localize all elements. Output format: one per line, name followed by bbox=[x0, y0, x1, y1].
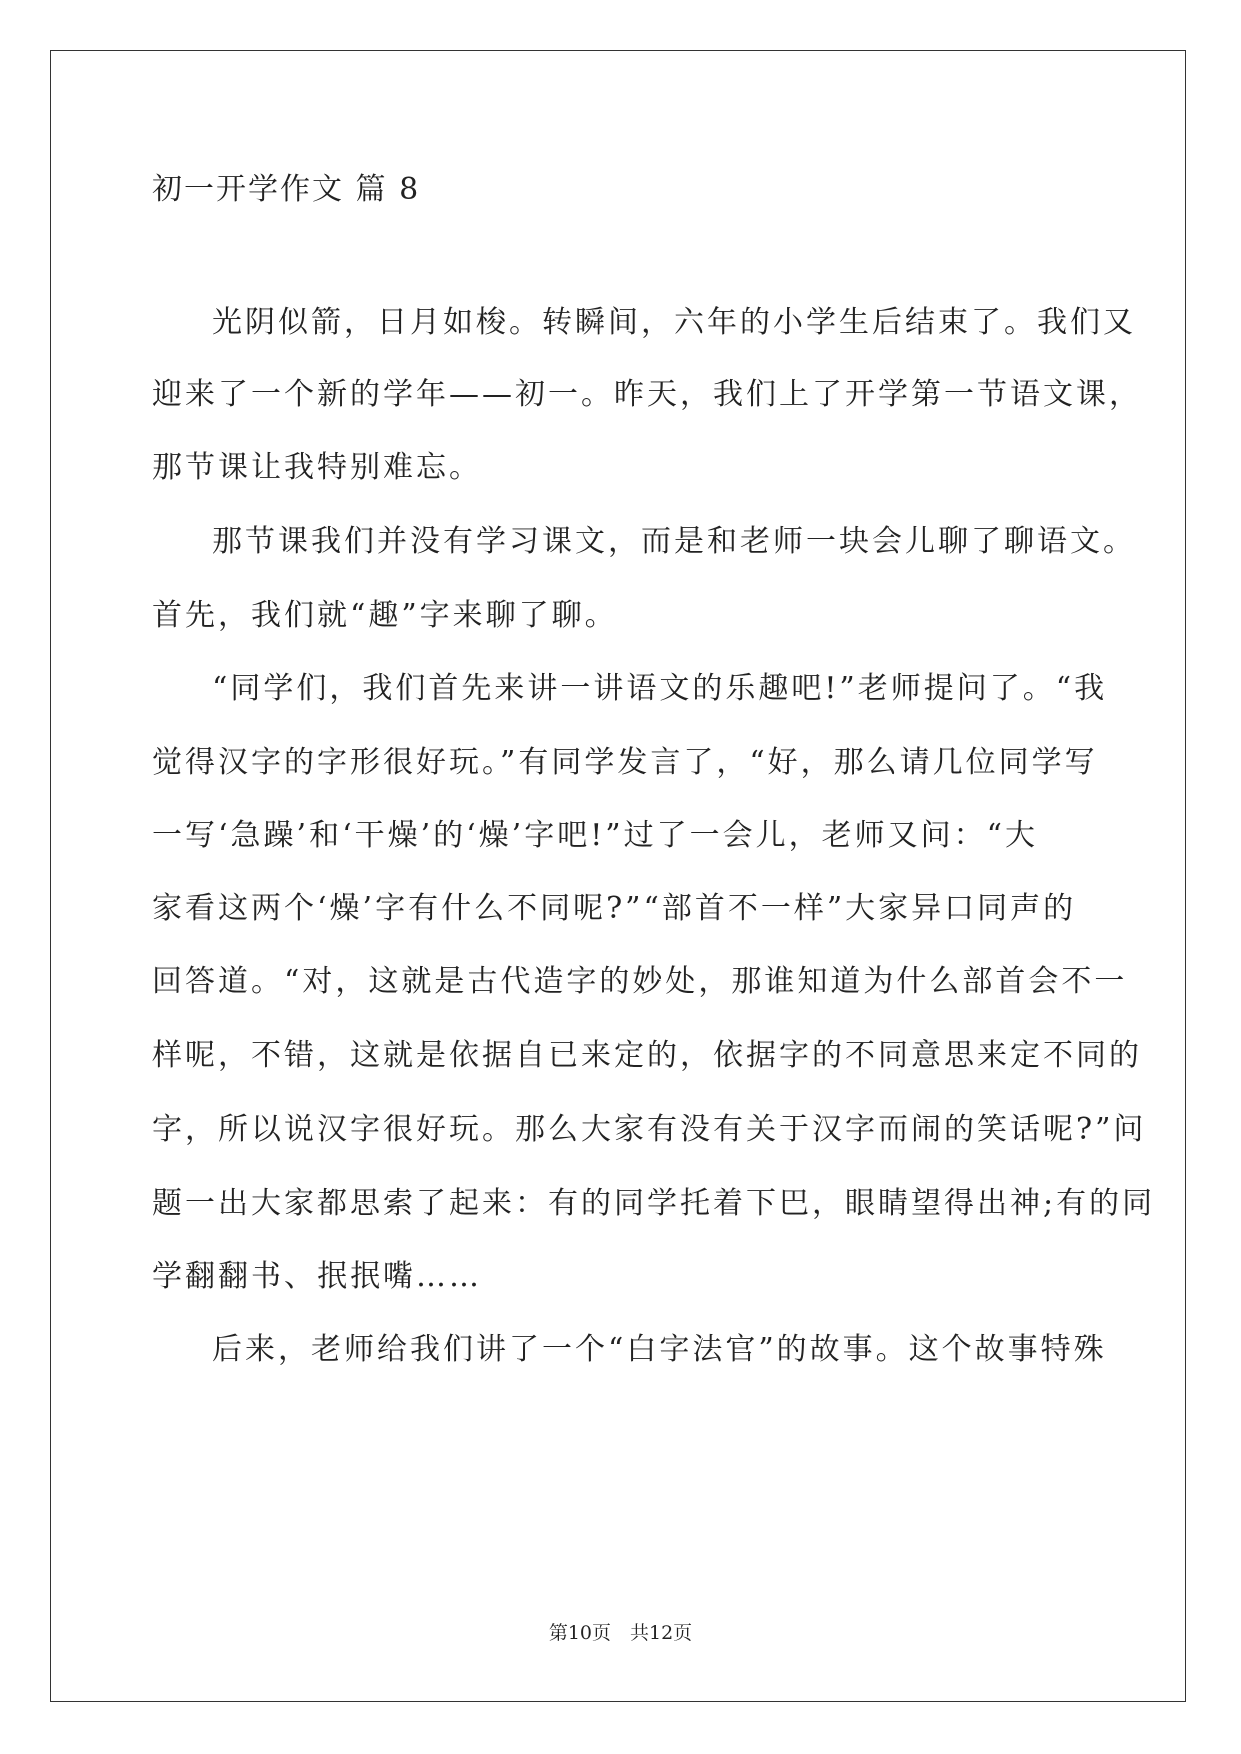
text-line: 学翻翻书、抿抿嘴…… bbox=[152, 1259, 482, 1294]
text-line: 家看这两个‘燥’字有什么不同呢?”“部首不一样”大家异口同声的 bbox=[152, 891, 1077, 926]
text-line: 那节课我们并没有学习课文，而是和老师一块会儿聊了聊语文。 bbox=[212, 524, 1136, 559]
text-line: 那节课让我特别难忘。 bbox=[152, 450, 482, 485]
text-line: 迎来了一个新的学年——初一。昨天，我们上了开学第一节语文课， bbox=[152, 377, 1142, 412]
text-line: 题一出大家都思索了起来：有的同学托着下巴，眼睛望得出神;有的同 bbox=[152, 1186, 1156, 1221]
page-border bbox=[50, 50, 1186, 1702]
text-line: 首先，我们就“趣”字来聊了聊。 bbox=[152, 598, 618, 633]
text-line: 光阴似箭，日月如梭。转瞬间，六年的小学生后结束了。我们又 bbox=[212, 305, 1136, 340]
text-line: 回答道。“对，这就是古代造字的妙处，那谁知道为什么部首会不一 bbox=[152, 964, 1128, 999]
text-line: 样呢，不错，这就是依据自已来定的，依据字的不同意思来定不同的 bbox=[152, 1038, 1142, 1073]
text-line: 觉得汉字的字形很好玩。”有同学发言了，“好，那么请几位同学写 bbox=[152, 745, 1098, 780]
text-line: 一写‘急躁’和‘干燥’的‘燥’字吧!”过了一会儿，老师又问：“大 bbox=[152, 818, 1038, 853]
text-line: “同学们，我们首先来讲一讲语文的乐趣吧!”老师提问了。“我 bbox=[212, 671, 1108, 706]
text-line: 字，所以说汉字很好玩。那么大家有没有关于汉字而闹的笑话呢?”问 bbox=[152, 1112, 1147, 1147]
text-line: 后来，老师给我们讲了一个“白字法官”的故事。这个故事特殊 bbox=[212, 1332, 1107, 1367]
page-footer: 第10页 共12页 bbox=[548, 1622, 693, 1644]
document-title: 初一开学作文 篇 8 bbox=[152, 172, 421, 207]
